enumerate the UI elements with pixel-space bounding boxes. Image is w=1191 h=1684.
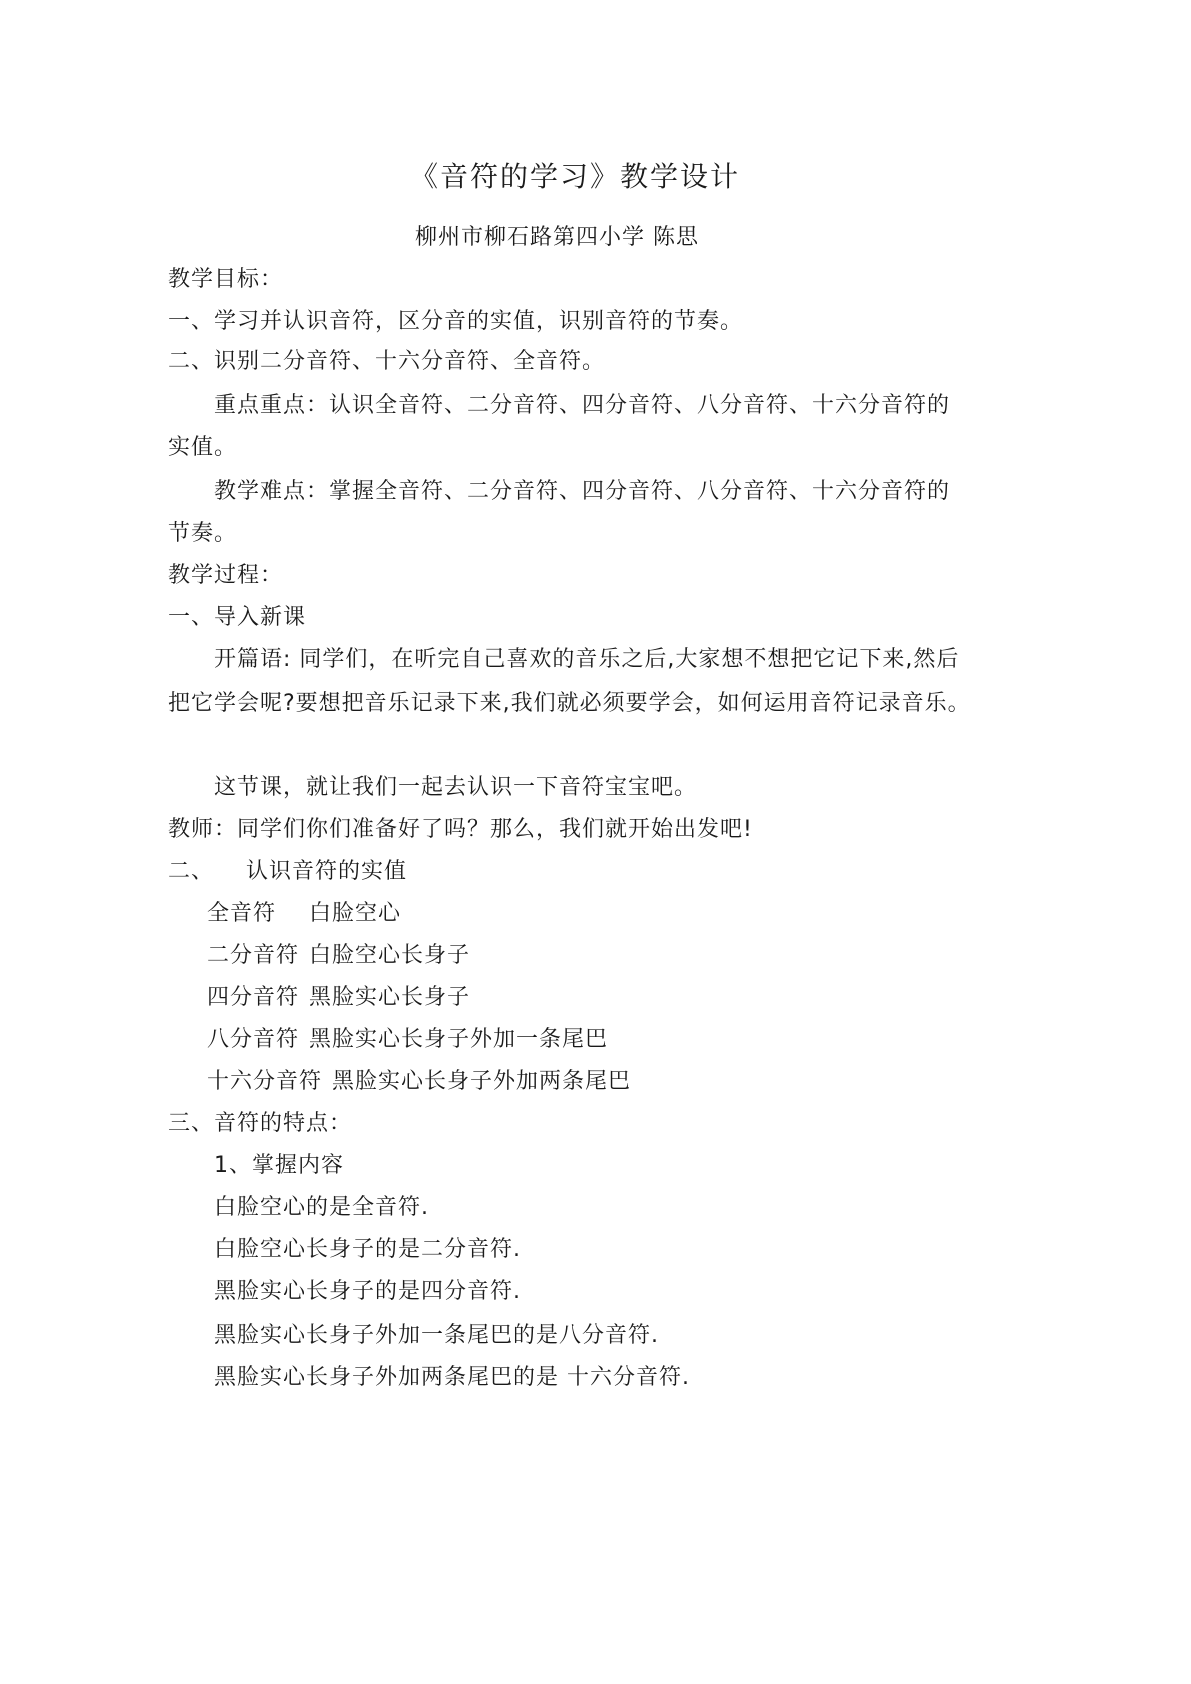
intro-line-2: 把它学会呢?要想把音乐记录下来,我们就必须要学会，如何运用音符记录音乐。 [168,691,971,716]
sub-heading: 1、掌握内容 [214,1153,344,1178]
list-item: 黑脸实心长身子的是四分音符. [214,1279,521,1304]
step-2-heading-text: 认识音符的实值 [246,859,408,884]
goals-heading: 教学目标： [168,267,284,292]
step-1-heading: 一、导入新课 [168,605,307,630]
note-desc: 白脸空心 [309,901,402,926]
note-name: 四分音符 [207,985,300,1010]
author-line: 柳州市柳石路第四小学 陈思 [415,225,699,250]
list-item: 黑脸实心长身子外加一条尾巴的是八分音符. [214,1323,659,1348]
intro-line-1: 开篇语: 同学们，在听完自己喜欢的音乐之后,大家想不想把它记下来,然后 [214,647,960,672]
note-name: 二分音符 [207,943,300,968]
note-desc: 白脸空心长身子 [309,943,471,968]
note-desc: 黑脸实心长身子外加两条尾巴 [332,1069,632,1094]
goal-1: 一、学习并认识音符，区分音的实值，识别音符的节奏。 [168,309,744,334]
intro-line-3: 这节课，就让我们一起去认识一下音符宝宝吧。 [214,775,698,800]
teacher-line: 教师：同学们你们准备好了吗？那么，我们就开始出发吧! [168,817,753,842]
note-name: 全音符 [207,901,277,926]
key-points-line-1: 重点重点：认识全音符、二分音符、四分音符、八分音符、十六分音符的 [214,393,951,418]
note-desc: 黑脸实心长身子 [309,985,471,1010]
process-heading: 教学过程： [168,563,284,588]
key-points-line-2: 实值。 [168,435,238,460]
step-2-heading-number: 二、 [168,859,215,884]
difficulty-line-1: 教学难点：掌握全音符、二分音符、四分音符、八分音符、十六分音符的 [214,479,951,504]
note-name: 八分音符 [207,1027,300,1052]
note-desc: 黑脸实心长身子外加一条尾巴 [309,1027,609,1052]
list-item: 黑脸实心长身子外加两条尾巴的是 十六分音符. [214,1365,690,1390]
list-item: 白脸空心的是全音符. [214,1195,429,1220]
page-title: 《音符的学习》教学设计 [410,160,741,193]
list-item: 白脸空心长身子的是二分音符. [214,1237,521,1262]
goal-2: 二、识别二分音符、十六分音符、全音符。 [168,349,606,374]
note-name: 十六分音符 [207,1069,323,1094]
step-3-heading: 三、音符的特点： [168,1111,353,1136]
difficulty-line-2: 节奏。 [168,521,238,546]
